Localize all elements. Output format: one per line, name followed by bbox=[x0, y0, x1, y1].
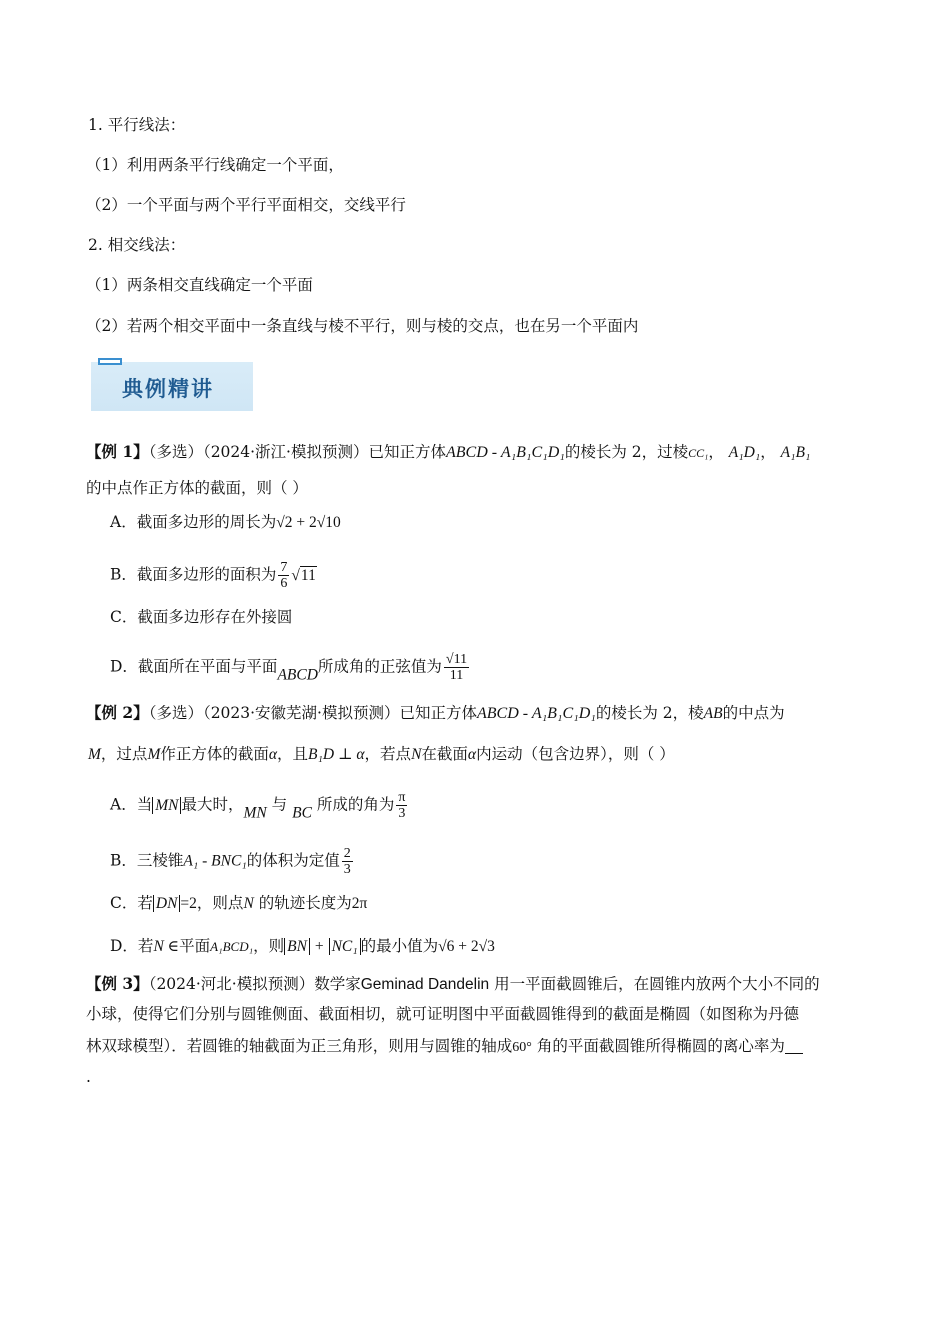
example1-line1: 【例 1】（多选）（2024·浙江·模拟预测）已知正方体ABCD - A₁B₁C₁D₁的棱长为 2，过棱CC₁， A₁D₁， A₁B₁ bbox=[86, 442, 811, 461]
example2-line2: M，过点M作正方体的截面α，且B₁D ⊥ α，若点N在截面α内运动（包含边界），则（ ） bbox=[88, 745, 675, 763]
section-banner-title: 典例精讲 bbox=[122, 377, 214, 401]
method1-item1: （1）利用两条平行线确定一个平面， bbox=[86, 156, 344, 174]
example2-option-b: B．三棱锥A₁ - BNC₁的体积为定值 $\frac{2}{3}$ bbox=[110, 846, 351, 877]
cube-label: ABCD - A₁B₁C₁D₁ bbox=[446, 444, 565, 461]
example3-line4: . bbox=[86, 1068, 91, 1086]
example1-line2: 的中点作正方体的截面，则（ ） bbox=[86, 479, 308, 497]
method2-item2: （2）若两个相交平面中一条直线与棱不平行，则与棱的交点，也在另一个平面内 bbox=[86, 317, 639, 335]
method2-item1: （1）两条相交直线确定一个平面 bbox=[86, 276, 313, 294]
example3-line1: 【例 3】（2024·河北·模拟预测）数学家Geminad Dandelin 用一平面截圆锥后，在圆锥内放两个大小不同的 bbox=[86, 974, 820, 993]
example1-option-b: B．截面多边形的面积为 $\frac{7}{6}$ √11 bbox=[110, 560, 316, 591]
example2-option-c: C．若 DN =2，则点N 的轨迹长度为2π bbox=[110, 894, 368, 912]
example3-line2: 小球，使得它们分别与圆锥侧面、截面相切，就可证明图中平面截圆锥得到的截面是椭圆（如图称为丹德 bbox=[86, 1005, 800, 1023]
example2-option-d: D．若N ∈平面A₁BCD₁，则 BN + NC₁ 的最小值为√6 + 2√3 bbox=[110, 937, 495, 955]
example2-option-a: A．当 MN 最大时，MN 与 BC 所成的角为 $\frac{\pi}{3}$ bbox=[110, 790, 406, 822]
example2-tag: 【例 2】 bbox=[86, 703, 149, 722]
example1-option-c: C．截面多边形存在外接圆 bbox=[110, 608, 293, 626]
example1-tag: 【例 1】 bbox=[86, 442, 149, 461]
banner-mark-icon bbox=[98, 358, 122, 365]
example2-line1: 【例 2】（多选）（2023·安徽芜湖·模拟预测）已知正方体ABCD - A₁B₁C₁D₁的棱长为 2，棱AB的中点为 bbox=[86, 703, 785, 722]
method1-title: 1. 平行线法： bbox=[88, 116, 186, 134]
method1-item2: （2）一个平面与两个平行平面相交，交线平行 bbox=[86, 196, 406, 214]
example1-option-d: D．截面所在平面与平面ABCD所成角的正弦值为 $\frac{√11}{11}$ bbox=[110, 652, 468, 684]
answer-blank[interactable] bbox=[785, 1037, 803, 1054]
example3-tag: 【例 3】 bbox=[86, 974, 149, 993]
method2-title: 2. 相交线法： bbox=[88, 236, 186, 254]
example3-line3: 林双球模型）．若圆锥的轴截面为正三角形，则用与圆锥的轴成60° 角的平面截圆锥所得椭圆的离心率为 bbox=[86, 1035, 803, 1059]
example1-option-a: A．截面多边形的周长为√2 + 2√10 bbox=[110, 513, 341, 531]
